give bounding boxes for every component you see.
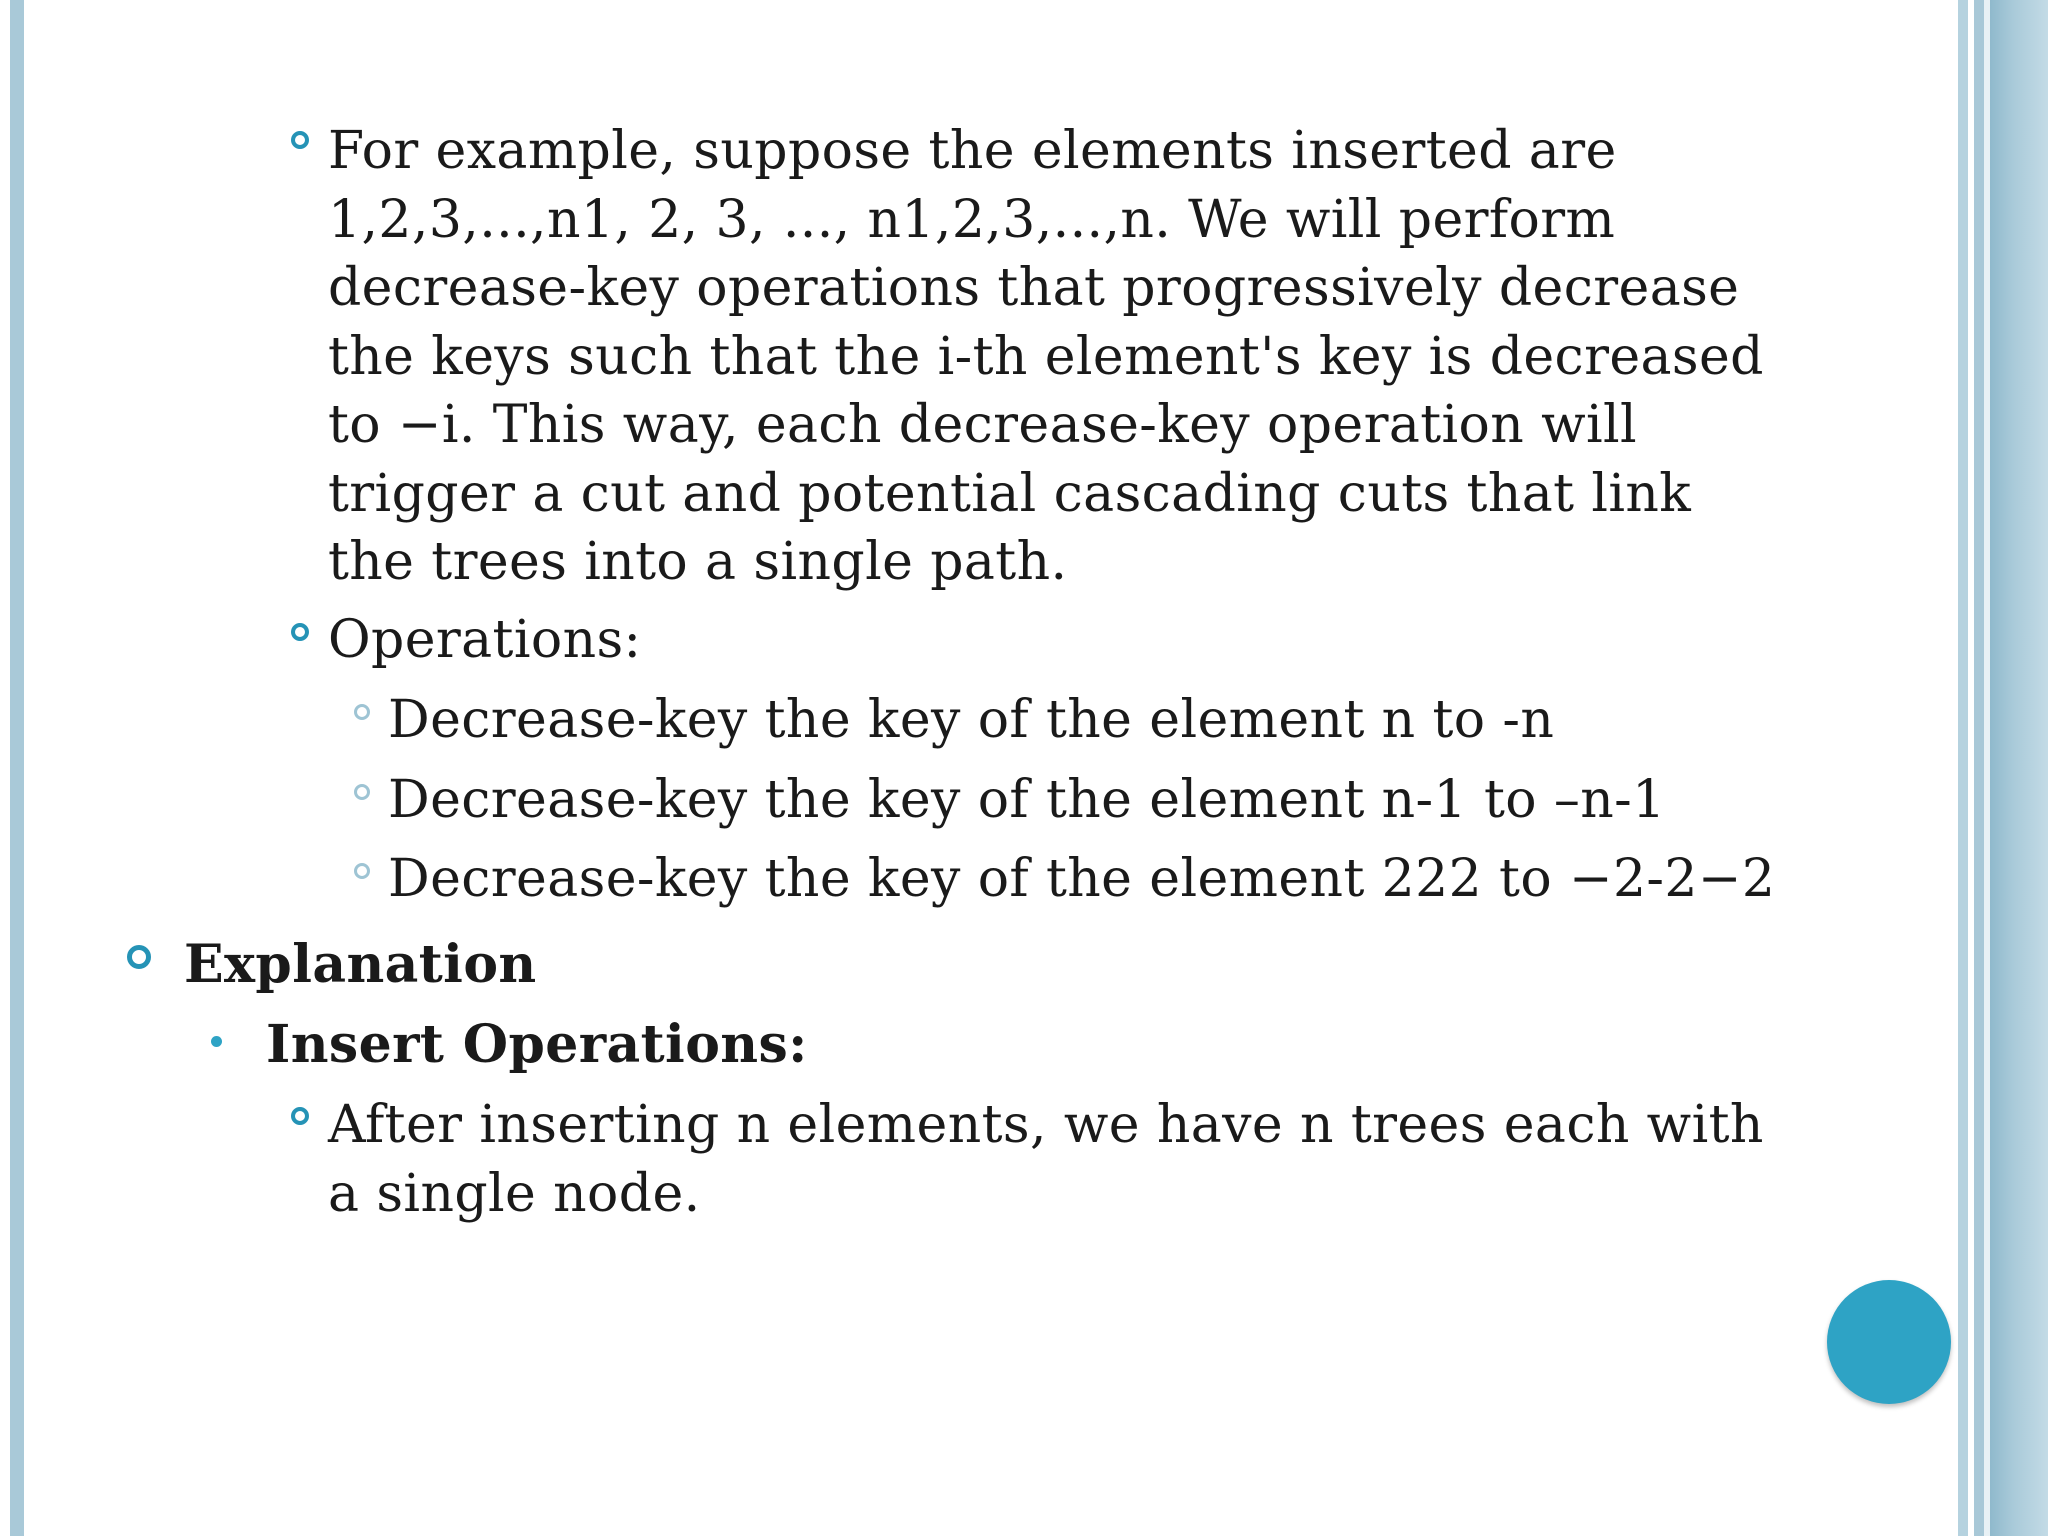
bullet-ring-icon xyxy=(291,623,309,641)
bullet-ring-icon xyxy=(127,945,151,969)
operation-item: Decrease-key the key of the element 222 to −2-2−2 xyxy=(388,849,1776,909)
intro-line: to −i. This way, each decrease-key operation will xyxy=(328,395,1638,455)
right-decorative-stripe xyxy=(1958,0,1968,1536)
intro-line: 1,2,3,...,n1, 2, 3, ..., n1,2,3,...,n. We will perform xyxy=(328,189,1616,250)
operation-item: Decrease-key the key of the element n-1 to –n-1 xyxy=(388,770,1666,830)
intro-line: the trees into a single path. xyxy=(328,532,1068,592)
sub-bullet-ring-icon xyxy=(354,704,370,720)
operations-label: Operations: xyxy=(328,610,642,670)
intro-line: the keys such that the i-th element's key is decreased xyxy=(328,326,1764,387)
intro-line: trigger a cut and potential cascading cuts that link xyxy=(328,463,1692,524)
insert-operations-heading: Insert Operations: xyxy=(266,1014,808,1075)
intro-paragraph xyxy=(328,117,1764,597)
sub-bullet-ring-icon xyxy=(354,784,370,800)
decorative-circle xyxy=(1827,1280,1951,1404)
sub-bullet-ring-icon xyxy=(354,863,370,879)
left-decorative-stripe xyxy=(10,0,24,1536)
bullet-ring-icon xyxy=(291,1107,309,1125)
right-decorative-band xyxy=(1990,0,2048,1536)
operation-item: Decrease-key the key of the element n to -n xyxy=(388,690,1555,750)
insert-paragraph xyxy=(328,1091,1764,1228)
intro-line: For example, suppose the elements inserted are xyxy=(328,121,1617,181)
bullet-dot-icon xyxy=(211,1036,222,1047)
explanation-heading: Explanation xyxy=(184,934,537,995)
bullet-ring-icon xyxy=(291,131,309,149)
insert-line: After inserting n elements, we have n trees each with xyxy=(328,1095,1764,1155)
insert-line: a single node. xyxy=(328,1163,701,1224)
intro-line: decrease-key operations that progressively decrease xyxy=(328,258,1740,318)
right-decorative-stripe xyxy=(1974,0,1984,1536)
